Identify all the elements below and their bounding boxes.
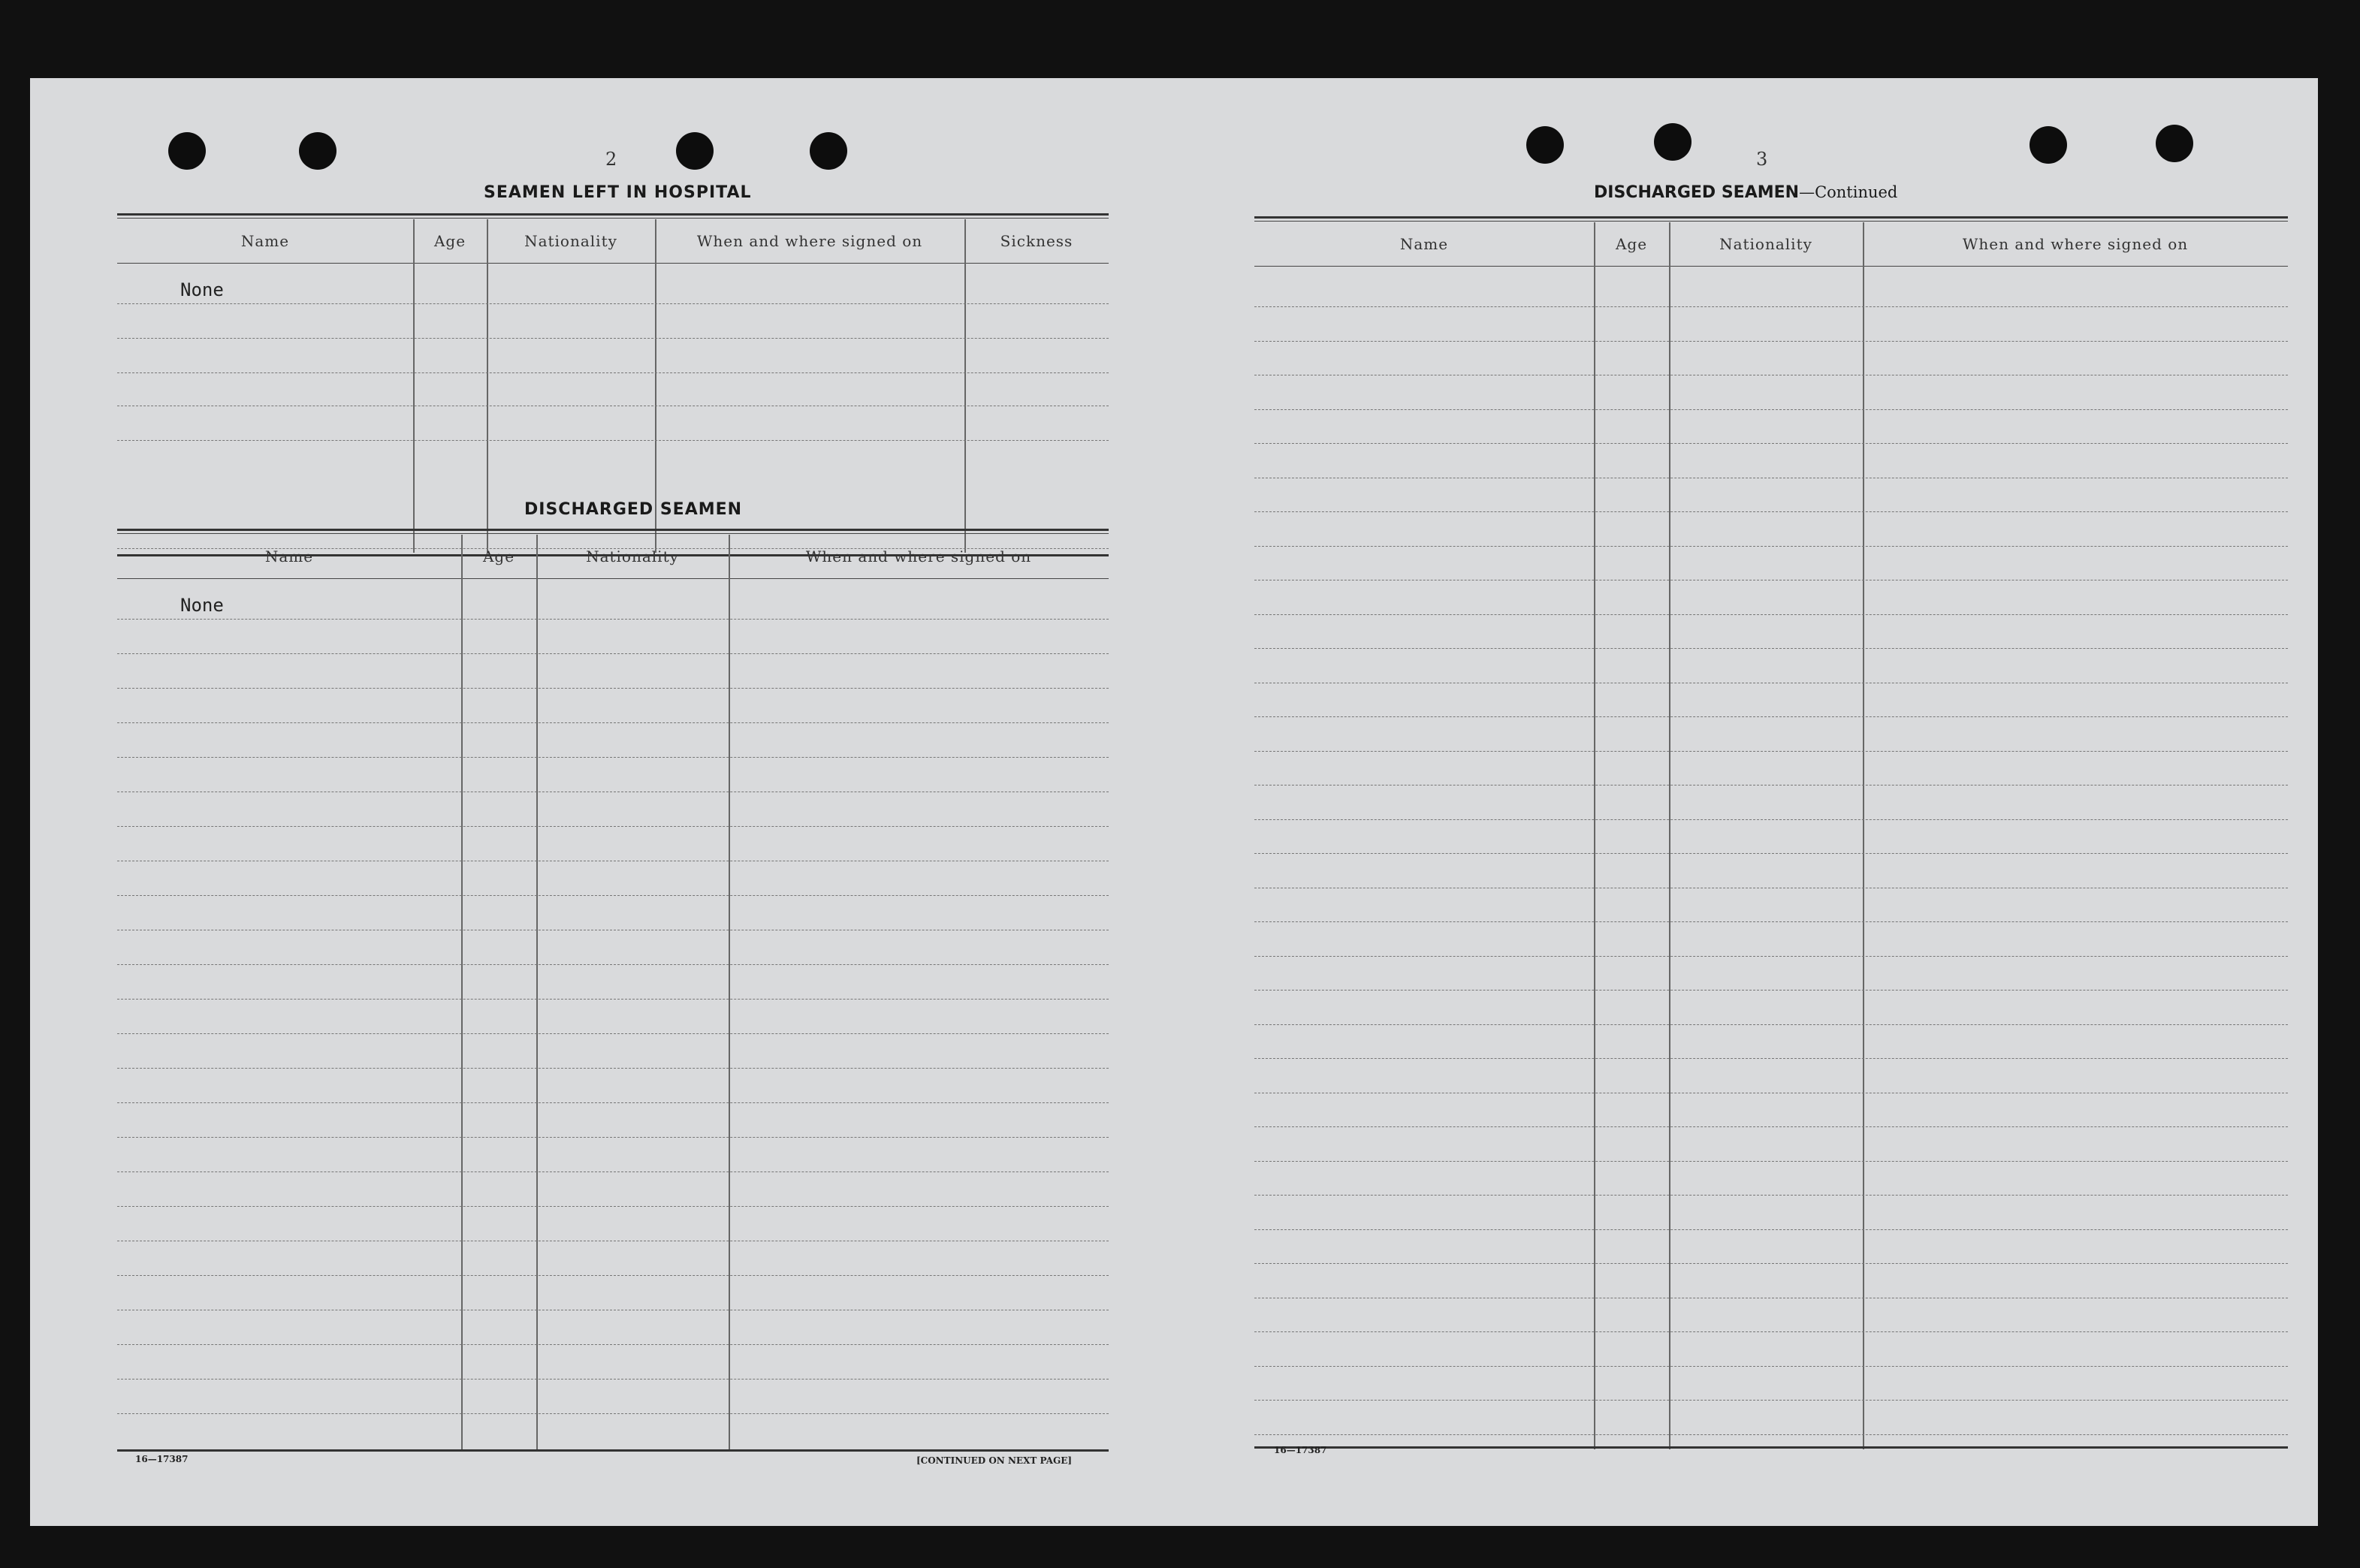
column-header-signed-on: When and where signed on	[696, 232, 923, 250]
punch-hole	[676, 132, 714, 170]
row-line	[1254, 511, 2288, 512]
column-header-age: Age	[433, 232, 466, 250]
discharged-continued-table	[1254, 216, 2288, 1523]
row-line	[117, 1102, 1109, 1103]
row-line	[1254, 648, 2288, 649]
row-line	[117, 688, 1109, 689]
title-continued: —Continued	[1799, 183, 1898, 201]
column-header-signed-on: When and where signed on	[805, 547, 1032, 565]
column-header-nationality: Nationality	[586, 547, 679, 565]
table-top-rule	[117, 529, 1109, 531]
row-line	[1254, 1331, 2288, 1332]
table-top-rule	[117, 533, 1109, 534]
row-line	[117, 757, 1109, 758]
row-line	[1254, 443, 2288, 444]
row-line	[117, 964, 1109, 965]
column-divider	[487, 219, 488, 553]
column-divider	[461, 535, 463, 1449]
row-line	[1254, 306, 2288, 307]
row-line	[1254, 409, 2288, 410]
column-divider	[1594, 222, 1595, 1449]
row-line	[1254, 1366, 2288, 1367]
row-line	[1254, 921, 2288, 922]
column-divider	[413, 219, 415, 553]
row-line	[1254, 785, 2288, 786]
column-divider	[536, 535, 538, 1449]
row-line	[117, 1171, 1109, 1172]
row-line	[117, 722, 1109, 723]
punch-hole	[1654, 123, 1692, 161]
row-line	[117, 1344, 1109, 1345]
row-line	[117, 1379, 1109, 1380]
column-divider	[1863, 222, 1864, 1449]
column-divider	[964, 219, 966, 553]
row-line	[1254, 853, 2288, 854]
table-top-rule	[1254, 221, 2288, 222]
row-line	[117, 338, 1109, 339]
continued-note: [CONTINUED ON NEXT PAGE]	[916, 1455, 1073, 1466]
row-line	[1254, 956, 2288, 957]
row-line	[1254, 819, 2288, 820]
row-line	[117, 1068, 1109, 1069]
punch-hole	[299, 132, 336, 170]
column-header-name: Name	[264, 547, 314, 565]
row-line	[117, 619, 1109, 620]
column-divider	[1669, 222, 1670, 1449]
row-line	[117, 1137, 1109, 1138]
row-line	[1254, 1024, 2288, 1025]
row-line	[117, 440, 1109, 441]
discharged-table	[117, 529, 1109, 1527]
row-line	[1254, 990, 2288, 991]
document-sheet	[30, 78, 2318, 1526]
hospital-entry: None	[180, 279, 224, 300]
row-line	[1254, 614, 2288, 615]
row-line	[1254, 546, 2288, 547]
column-header-age: Age	[1615, 235, 1648, 253]
table-top-rule	[117, 213, 1109, 216]
row-line	[117, 1033, 1109, 1034]
page-number: 2	[605, 149, 617, 170]
row-line	[1254, 751, 2288, 752]
column-header-nationality: Nationality	[1719, 235, 1812, 253]
table-header	[1254, 222, 2288, 267]
section-title-discharged: DISCHARGED SEAMEN	[524, 500, 743, 519]
table-bottom-rule	[1254, 1446, 2288, 1449]
table-top-rule	[1254, 216, 2288, 219]
column-header-name: Name	[1399, 235, 1449, 253]
column-header-name: Name	[240, 232, 290, 250]
section-title-discharged-continued	[1594, 183, 1897, 202]
column-divider	[729, 535, 730, 1449]
discharged-entry: None	[180, 595, 224, 616]
form-number: 16—17387	[1274, 1445, 1327, 1455]
row-line	[1254, 1263, 2288, 1264]
page-number: 3	[1756, 149, 1768, 170]
row-line	[117, 653, 1109, 654]
column-header-nationality: Nationality	[524, 232, 617, 250]
row-line	[1254, 1195, 2288, 1196]
row-line	[117, 1275, 1109, 1276]
section-title-hospital: SEAMEN LEFT IN HOSPITAL	[484, 183, 752, 202]
row-line	[1254, 1161, 2288, 1162]
punch-hole	[2030, 126, 2067, 164]
title-main: DISCHARGED SEAMEN	[1594, 183, 1800, 202]
table-header	[117, 219, 1109, 264]
row-line	[117, 826, 1109, 827]
punch-hole	[810, 132, 847, 170]
row-line	[117, 1206, 1109, 1207]
punch-hole	[168, 132, 206, 170]
row-line	[1254, 1126, 2288, 1127]
row-line	[1254, 1229, 2288, 1230]
row-line	[117, 372, 1109, 373]
column-header-sickness: Sickness	[1000, 232, 1073, 250]
row-line	[1254, 341, 2288, 342]
row-line	[1254, 1434, 2288, 1435]
row-line	[1254, 1058, 2288, 1059]
column-header-age: Age	[482, 547, 515, 565]
row-line	[117, 999, 1109, 1000]
row-line	[1254, 1400, 2288, 1401]
form-number: 16—17387	[135, 1454, 189, 1464]
punch-hole	[2156, 125, 2193, 162]
row-line	[117, 1413, 1109, 1414]
punch-hole	[1526, 126, 1564, 164]
row-line	[117, 303, 1109, 304]
row-line	[1254, 716, 2288, 717]
row-line	[117, 895, 1109, 896]
table-top-rule	[117, 218, 1109, 219]
column-header-signed-on: When and where signed on	[1962, 235, 2189, 253]
table-header	[117, 535, 1109, 579]
table-bottom-rule	[117, 1449, 1109, 1452]
